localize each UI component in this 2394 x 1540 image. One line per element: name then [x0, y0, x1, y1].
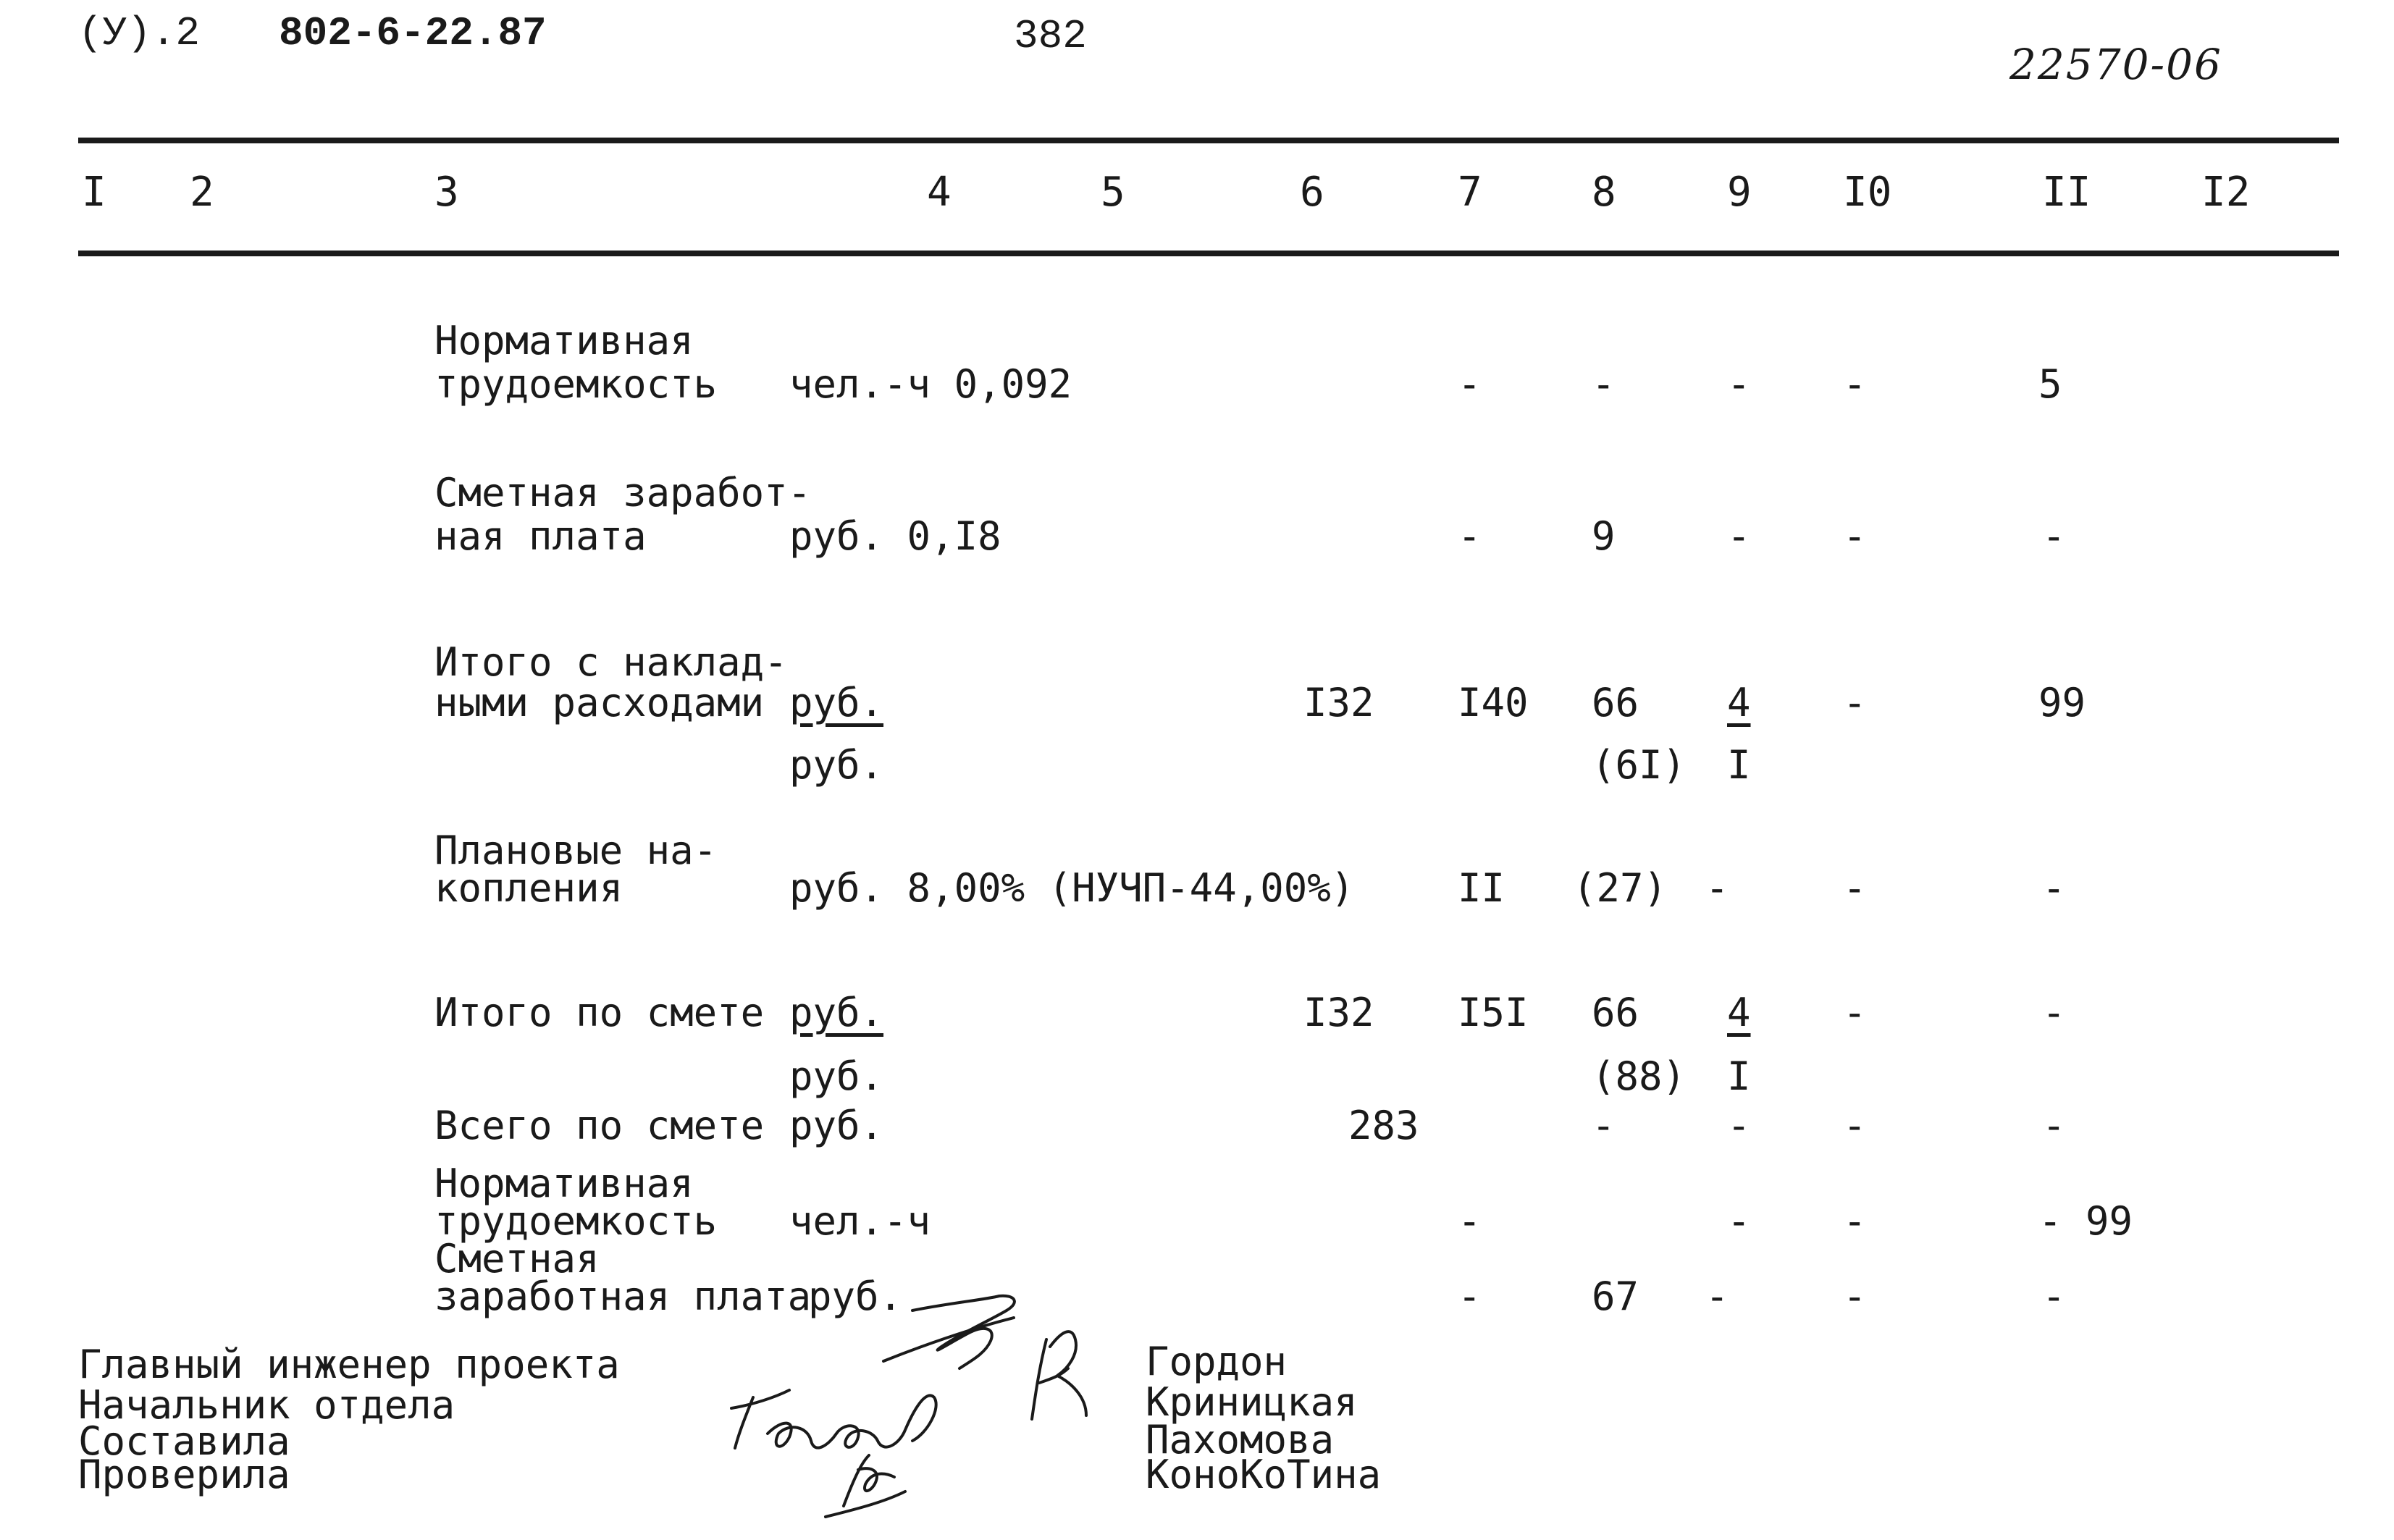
row4-c10: - — [1843, 865, 1867, 911]
name-krinitskaya: Криницкая — [1146, 1379, 1358, 1425]
col-header-9: 9 — [1727, 169, 1752, 216]
row5-c8-sub: (88) — [1592, 1053, 1687, 1099]
row8-c7: - — [1458, 1274, 1482, 1319]
row5-c10: - — [1843, 990, 1867, 1035]
col-header-10: I0 — [1843, 169, 1892, 216]
col-header-7: 7 — [1458, 169, 1482, 216]
handwritten-signatures — [710, 1260, 1159, 1528]
row3-c11: 99 — [2038, 680, 2086, 725]
row2-c8: 9 — [1592, 513, 1616, 559]
signature-gordon-tail — [883, 1318, 1014, 1361]
row6-c10: - — [1843, 1103, 1867, 1148]
row5-unit2: руб. — [789, 1053, 884, 1099]
row7-c7: - — [1458, 1198, 1482, 1244]
header-bottom-rule — [78, 251, 2339, 256]
row2-label-line2: ная плата — [434, 513, 647, 559]
col-header-5: 5 — [1101, 169, 1125, 216]
row5-c8: 66 — [1592, 990, 1639, 1035]
role-compiled-by: Составила — [78, 1418, 290, 1464]
col-header-2: 2 — [190, 169, 214, 216]
name-pakhomova: Пахомова — [1146, 1417, 1335, 1463]
row3-unit: руб. — [789, 680, 884, 725]
row4-c11: - — [2042, 865, 2066, 911]
role-chief-engineer: Главный инженер проекта — [78, 1342, 620, 1387]
row3-label-line1: Итого с наклад- — [434, 639, 788, 685]
row4-unit: руб. 8,00% (НУЧП-44,00%) — [789, 865, 1355, 911]
row3-c10: - — [1843, 680, 1867, 725]
row3-c9: 4 — [1727, 680, 1751, 725]
row3-c8: 66 — [1592, 680, 1639, 725]
row8-label-line2: заработная плата — [434, 1274, 812, 1319]
series-code: (У).2 — [78, 10, 201, 56]
col-header-3: 3 — [434, 169, 459, 216]
role-checked-by: Проверила — [78, 1452, 290, 1497]
row5-unit-text: руб. — [789, 990, 884, 1035]
row5-c6: I32 — [1303, 990, 1374, 1035]
row4-c7: II — [1458, 865, 1505, 911]
document-code: 802-6-22.87 — [279, 10, 547, 56]
row2-unit: руб. 0,I8 — [789, 513, 1001, 559]
row4-label-line2: копления — [434, 865, 623, 911]
col-header-8: 8 — [1592, 169, 1616, 216]
name-gordon: Гордон — [1146, 1339, 1288, 1384]
doc-number: 22570-06 — [2009, 40, 2222, 89]
row2-c11: - — [2042, 513, 2066, 559]
row5-c11: - — [2042, 990, 2066, 1035]
row6-total: 283 — [1348, 1103, 1419, 1148]
row6-unit: руб. — [789, 1103, 884, 1148]
row5-c7: I5I — [1458, 990, 1529, 1035]
row2-label-line1: Сметная заработ- — [434, 470, 812, 516]
col-header-12: I2 — [2201, 169, 2251, 216]
row5-c9: 4 — [1727, 990, 1751, 1035]
row7-label-line2: трудоемкость — [434, 1198, 718, 1244]
row4-label-line1: Плановые на- — [434, 828, 718, 873]
row1-c11: 5 — [2038, 361, 2062, 407]
row4-c9: - — [1705, 865, 1729, 911]
row2-c10: - — [1843, 513, 1867, 559]
row3-c7: I40 — [1458, 680, 1529, 725]
row1-label-line1: Нормативная — [434, 318, 694, 363]
row7-label-line1: Нормативная — [434, 1161, 694, 1206]
row6-label: Всего по смете — [434, 1103, 765, 1148]
row7-c10: - — [1843, 1198, 1867, 1244]
col-header-4: 4 — [927, 169, 952, 216]
row1-c10: - — [1843, 361, 1867, 407]
row3-label-line2: ными расходами — [434, 680, 765, 725]
row4-c8: (27) — [1573, 865, 1668, 911]
top-rule — [78, 138, 2339, 143]
row5-label: Итого по смете — [434, 990, 765, 1035]
row2-c9: - — [1727, 513, 1751, 559]
row6-c8: - — [1592, 1103, 1616, 1148]
row2-c7: - — [1458, 513, 1482, 559]
row5-c9-sub: I — [1727, 1053, 1751, 1099]
signature-konokotina — [826, 1455, 905, 1517]
row7-c11: - 99 — [2038, 1198, 2133, 1244]
row3-c6: I32 — [1303, 680, 1374, 725]
row3-unit2: руб. — [789, 742, 884, 788]
row8-c10: - — [1843, 1274, 1867, 1319]
signature-krinitskaya — [1032, 1331, 1086, 1419]
row5-unit — [789, 990, 884, 1035]
row1-unit: чел.-ч 0,092 — [789, 361, 1072, 407]
row8-unit: руб. — [808, 1274, 903, 1319]
col-header-1: I — [82, 169, 106, 216]
role-department-head: Начальник отдела — [78, 1382, 455, 1428]
col-header-6: 6 — [1300, 169, 1324, 216]
row7-c9: - — [1727, 1198, 1751, 1244]
row3-c9-sub: I — [1727, 742, 1751, 788]
row3-c8-sub: (6I) — [1592, 742, 1687, 788]
signature-pakhomova — [731, 1390, 936, 1448]
row1-c7: - — [1458, 361, 1482, 407]
row8-label-line1: Сметная — [434, 1236, 600, 1282]
col-header-11: II — [2042, 169, 2091, 216]
row6-c9: - — [1727, 1103, 1751, 1148]
row1-label-line2: трудоемкость — [434, 361, 718, 407]
name-konokotina: КоноКоТина — [1146, 1452, 1382, 1497]
row8-c9: - — [1705, 1274, 1729, 1319]
row8-c8: 67 — [1592, 1274, 1639, 1319]
row7-unit: чел.-ч — [789, 1198, 931, 1244]
row8-c11: - — [2042, 1274, 2066, 1319]
page-number: 382 — [1014, 13, 1087, 59]
row6-c11: - — [2042, 1103, 2066, 1148]
row1-c8: - — [1592, 361, 1616, 407]
row1-c9: - — [1727, 361, 1751, 407]
